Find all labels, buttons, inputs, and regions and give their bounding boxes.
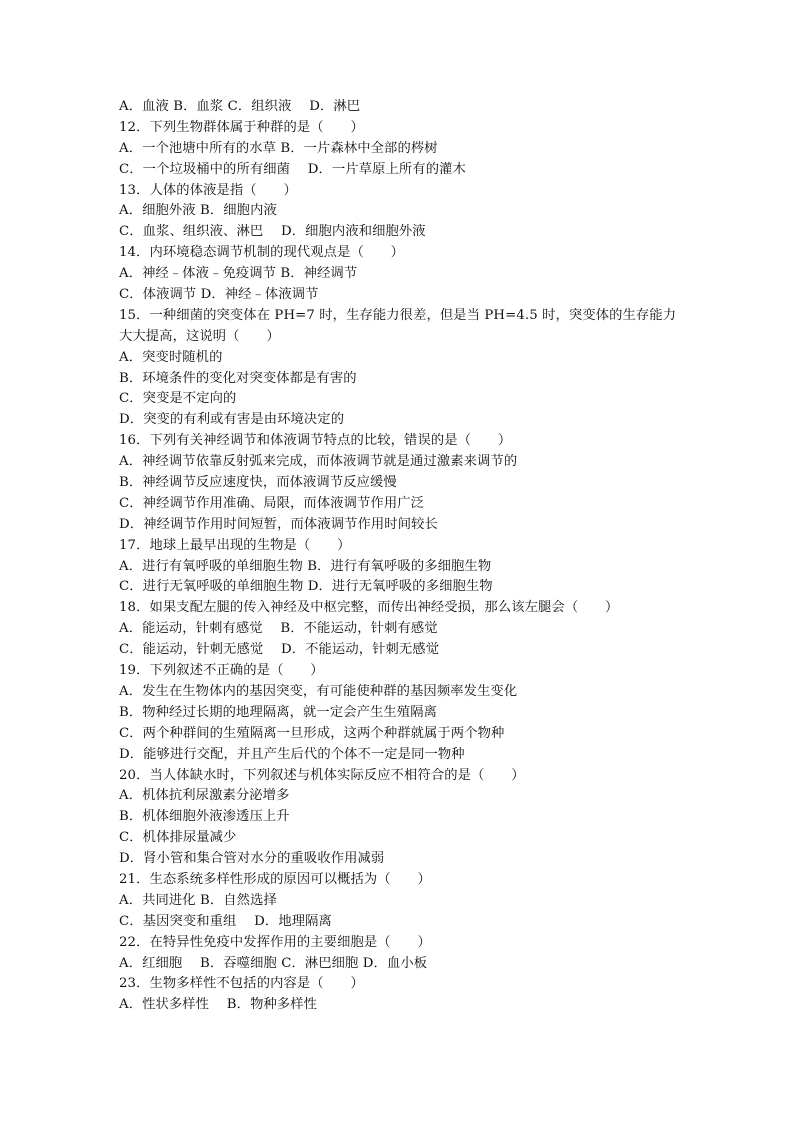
text-line: C．突变是不定向的	[119, 391, 237, 407]
text-line: A．性状多样性 B．物种多样性	[119, 997, 318, 1013]
text-line: C．一个垃圾桶中的所有细菌 D．一片草原上所有的灌木	[119, 161, 466, 177]
text-line: 大大提高，这说明（ ）	[119, 328, 280, 344]
text-line: C．机体排尿量减少	[119, 830, 237, 846]
question-text-block	[119, 97, 719, 1016]
text-line: A．共同进化 B．自然选择	[119, 892, 277, 908]
text-line: 19．下列叙述不正确的是（ ）	[119, 663, 324, 679]
text-line: 15．一种细菌的突变体在 PH=7 时，生存能力很差，但是当 PH=4.5 时，突变体的生存能力	[119, 307, 677, 323]
text-line: D．神经调节作用时间短暂，而体液调节作用时间较长	[119, 516, 438, 532]
text-line: C．体液调节 D．神经﹣体液调节	[119, 287, 319, 303]
text-line: 17．地球上最早出现的生物是（ ）	[119, 537, 351, 553]
text-line: A．红细胞 B．吞噬细胞 C．淋巴细胞 D．血小板	[119, 955, 428, 971]
text-line: C．两个种群间的生殖隔离一旦形成，这两个种群就属于两个物种	[119, 725, 505, 741]
text-line: A．一个池塘中所有的水草 B．一片森林中全部的梣树	[119, 140, 438, 156]
text-line: 12．下列生物群体属于种群的是（ ）	[119, 119, 364, 135]
text-line: A．进行有氧呼吸的单细胞生物 B．进行有氧呼吸的多细胞生物	[119, 558, 492, 574]
text-line: 21．生态系统多样性形成的原因可以概括为（ ）	[119, 871, 431, 887]
text-line: C．血浆、组织液、淋巴 D．细胞内液和细胞外液	[119, 224, 426, 240]
text-line: D．能够进行交配，并且产生后代的个体不一定是同一物种	[119, 746, 465, 762]
text-line: 22．在特异性免疫中发挥作用的主要细胞是（ ）	[119, 934, 431, 950]
text-line: 23．生物多样性不包括的内容是（ ）	[119, 976, 364, 992]
text-line: 16．下列有关神经调节和体液调节特点的比较，错误的是（ ）	[119, 433, 512, 449]
text-line: C．进行无氧呼吸的单细胞生物 D．进行无氧呼吸的多细胞生物	[119, 579, 493, 595]
text-line: 14．内环境稳态调节机制的现代观点是（ ）	[119, 245, 405, 261]
text-line: A．突变时随机的	[119, 349, 223, 365]
text-line: A．神经﹣体液﹣免疫调节 B．神经调节	[119, 266, 358, 282]
text-line: 13．人体的体液是指（ ）	[119, 182, 297, 198]
text-line: C．神经调节作用准确、局限，而体液调节作用广泛	[119, 495, 425, 511]
text-line: D．突变的有利或有害是由环境决定的	[119, 412, 345, 428]
text-line: A．神经调节依靠反射弧来完成，而体液调节就是通过激素来调节的	[119, 454, 518, 470]
text-line: 18．如果支配左腿的传入神经及中枢完整，而传出神经受损，那么该左腿会（ ）	[119, 600, 619, 616]
text-line: A．血液 B．血浆 C．组织液 D．淋巴	[119, 99, 361, 114]
text-line: A．细胞外液 B．细胞内液	[119, 203, 277, 219]
text-line: B．机体细胞外液渗透压上升	[119, 809, 290, 825]
text-line: A．能运动，针刺有感觉 B．不能运动，针刺有感觉	[119, 621, 438, 637]
text-line: A．发生在生物体内的基因突变，有可能使种群的基因频率发生变化	[119, 683, 518, 699]
text-line: D．肾小管和集合管对水分的重吸收作用减弱	[119, 851, 385, 867]
text-line: B．环境条件的变化对突变体都是有害的	[119, 370, 357, 386]
text-line: C．能运动，针刺无感觉 D．不能运动，针刺无感觉	[119, 642, 440, 658]
text-line: 20．当人体缺水时，下列叙述与机体实际反应不相符合的是（ ）	[119, 767, 525, 783]
text-line: B．神经调节反应速度快，而体液调节反应缓慢	[119, 475, 397, 491]
text-line: A．机体抗利尿激素分泌增多	[119, 788, 290, 804]
text-line: C．基因突变和重组 D．地理隔离	[119, 913, 332, 929]
text-line: B．物种经过长期的地理隔离，就一定会产生生殖隔离	[119, 704, 437, 720]
